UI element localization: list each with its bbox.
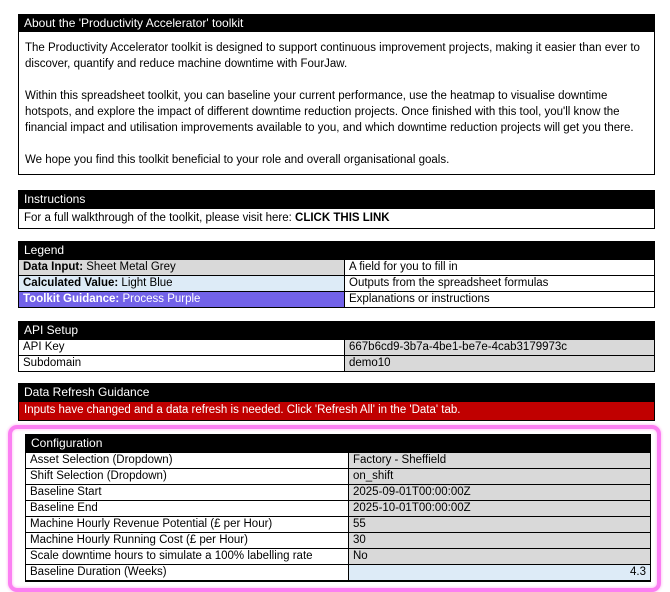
scale-downtime-field[interactable]: No	[349, 549, 650, 564]
configuration-header: Configuration	[26, 435, 650, 452]
config-row-revenue-potential	[26, 516, 650, 532]
config-label: Asset Selection (Dropdown)	[26, 453, 349, 468]
data-refresh-header: Data Refresh Guidance	[19, 384, 654, 401]
config-label: Baseline Start	[26, 485, 349, 500]
legend-header: Legend	[19, 242, 654, 259]
revenue-potential-field[interactable]: 55	[349, 517, 650, 532]
legend-swatch-data-input: Data Input: Sheet Metal Grey	[19, 260, 345, 275]
config-row-baseline-end	[26, 500, 650, 516]
legend-swatch-calculated-value: Calculated Value: Light Blue	[19, 276, 345, 291]
about-paragraph: The Productivity Accelerator toolkit is designed to support continuous improvement projects, making it easier than ever to discover, quantify and reduce machine downtime with FourJaw.	[25, 42, 640, 70]
running-cost-field[interactable]: 30	[349, 533, 650, 548]
config-row-baseline-duration	[26, 564, 650, 580]
legend-row-toolkit-guidance	[19, 291, 654, 307]
config-label: Machine Hourly Revenue Potential (£ per Hour)	[26, 517, 349, 532]
config-row-scale-downtime	[26, 548, 650, 564]
config-row-baseline-start	[26, 484, 650, 500]
legend-row-data-input	[19, 259, 654, 275]
instructions-text: For a full walkthrough of the toolkit, please visit here:	[24, 212, 296, 224]
legend-swatch-toolkit-guidance: Toolkit Guidance: Process Purple	[19, 292, 345, 307]
instructions-row	[19, 208, 654, 228]
shift-selection-dropdown[interactable]: on_shift	[349, 469, 650, 484]
config-label: Baseline End	[26, 501, 349, 516]
api-setup-header: API Setup	[19, 322, 654, 339]
instructions-header: Instructions	[19, 191, 654, 208]
asset-selection-dropdown[interactable]: Factory - Sheffield	[349, 453, 650, 468]
about-body	[19, 32, 654, 174]
section-about	[18, 14, 655, 175]
legend-description: Explanations or instructions	[349, 293, 490, 305]
config-row-asset-selection	[26, 452, 650, 468]
subdomain-row	[19, 355, 654, 371]
baseline-duration-value: 4.3	[349, 565, 650, 580]
config-label: Scale downtime hours to simulate a 100% labelling rate	[26, 549, 349, 564]
legend-description: Outputs from the spreadsheet formulas	[349, 277, 549, 289]
subdomain-field[interactable]: demo10	[345, 356, 654, 371]
config-row-shift-selection	[26, 468, 650, 484]
config-label: Baseline Duration (Weeks)	[26, 565, 349, 580]
baseline-start-field[interactable]: 2025-09-01T00:00:00Z	[349, 485, 650, 500]
legend-row-calculated-value	[19, 275, 654, 291]
section-configuration	[25, 434, 651, 582]
walkthrough-link[interactable]: CLICK THIS LINK	[295, 212, 390, 224]
section-api-setup	[18, 321, 655, 372]
config-label: Machine Hourly Running Cost (£ per Hour)	[26, 533, 349, 548]
section-legend	[18, 241, 655, 308]
about-paragraph: Within this spreadsheet toolkit, you can baseline your current performance, use the heatmap to visualise downtime hotspots, and explore the impact of different downtime reduction projects. Once finished with this tool, you'll know the financial impact and utilisation improvements available to you, and which downtime reduction projects will get you there.	[25, 90, 634, 134]
subdomain-label: Subdomain	[19, 356, 345, 371]
baseline-end-field[interactable]: 2025-10-01T00:00:00Z	[349, 501, 650, 516]
highlight-annotation	[8, 425, 661, 592]
api-key-row	[19, 339, 654, 355]
section-instructions	[18, 190, 655, 229]
about-header: About the 'Productivity Accelerator' toolkit	[19, 15, 654, 32]
legend-description: A field for you to fill in	[349, 261, 458, 273]
section-data-refresh	[18, 383, 655, 421]
about-paragraph: We hope you find this toolkit beneficial to your role and overall organisational goals.	[25, 154, 450, 166]
api-key-field[interactable]: 667b6cd9-3b7a-4be1-be7e-4cab3179973c	[345, 340, 654, 355]
config-label: Shift Selection (Dropdown)	[26, 469, 349, 484]
data-refresh-alert: Inputs have changed and a data refresh is needed. Click 'Refresh All' in the 'Data' tab.	[19, 401, 654, 420]
api-key-label: API Key	[19, 340, 345, 355]
config-row-running-cost	[26, 532, 650, 548]
